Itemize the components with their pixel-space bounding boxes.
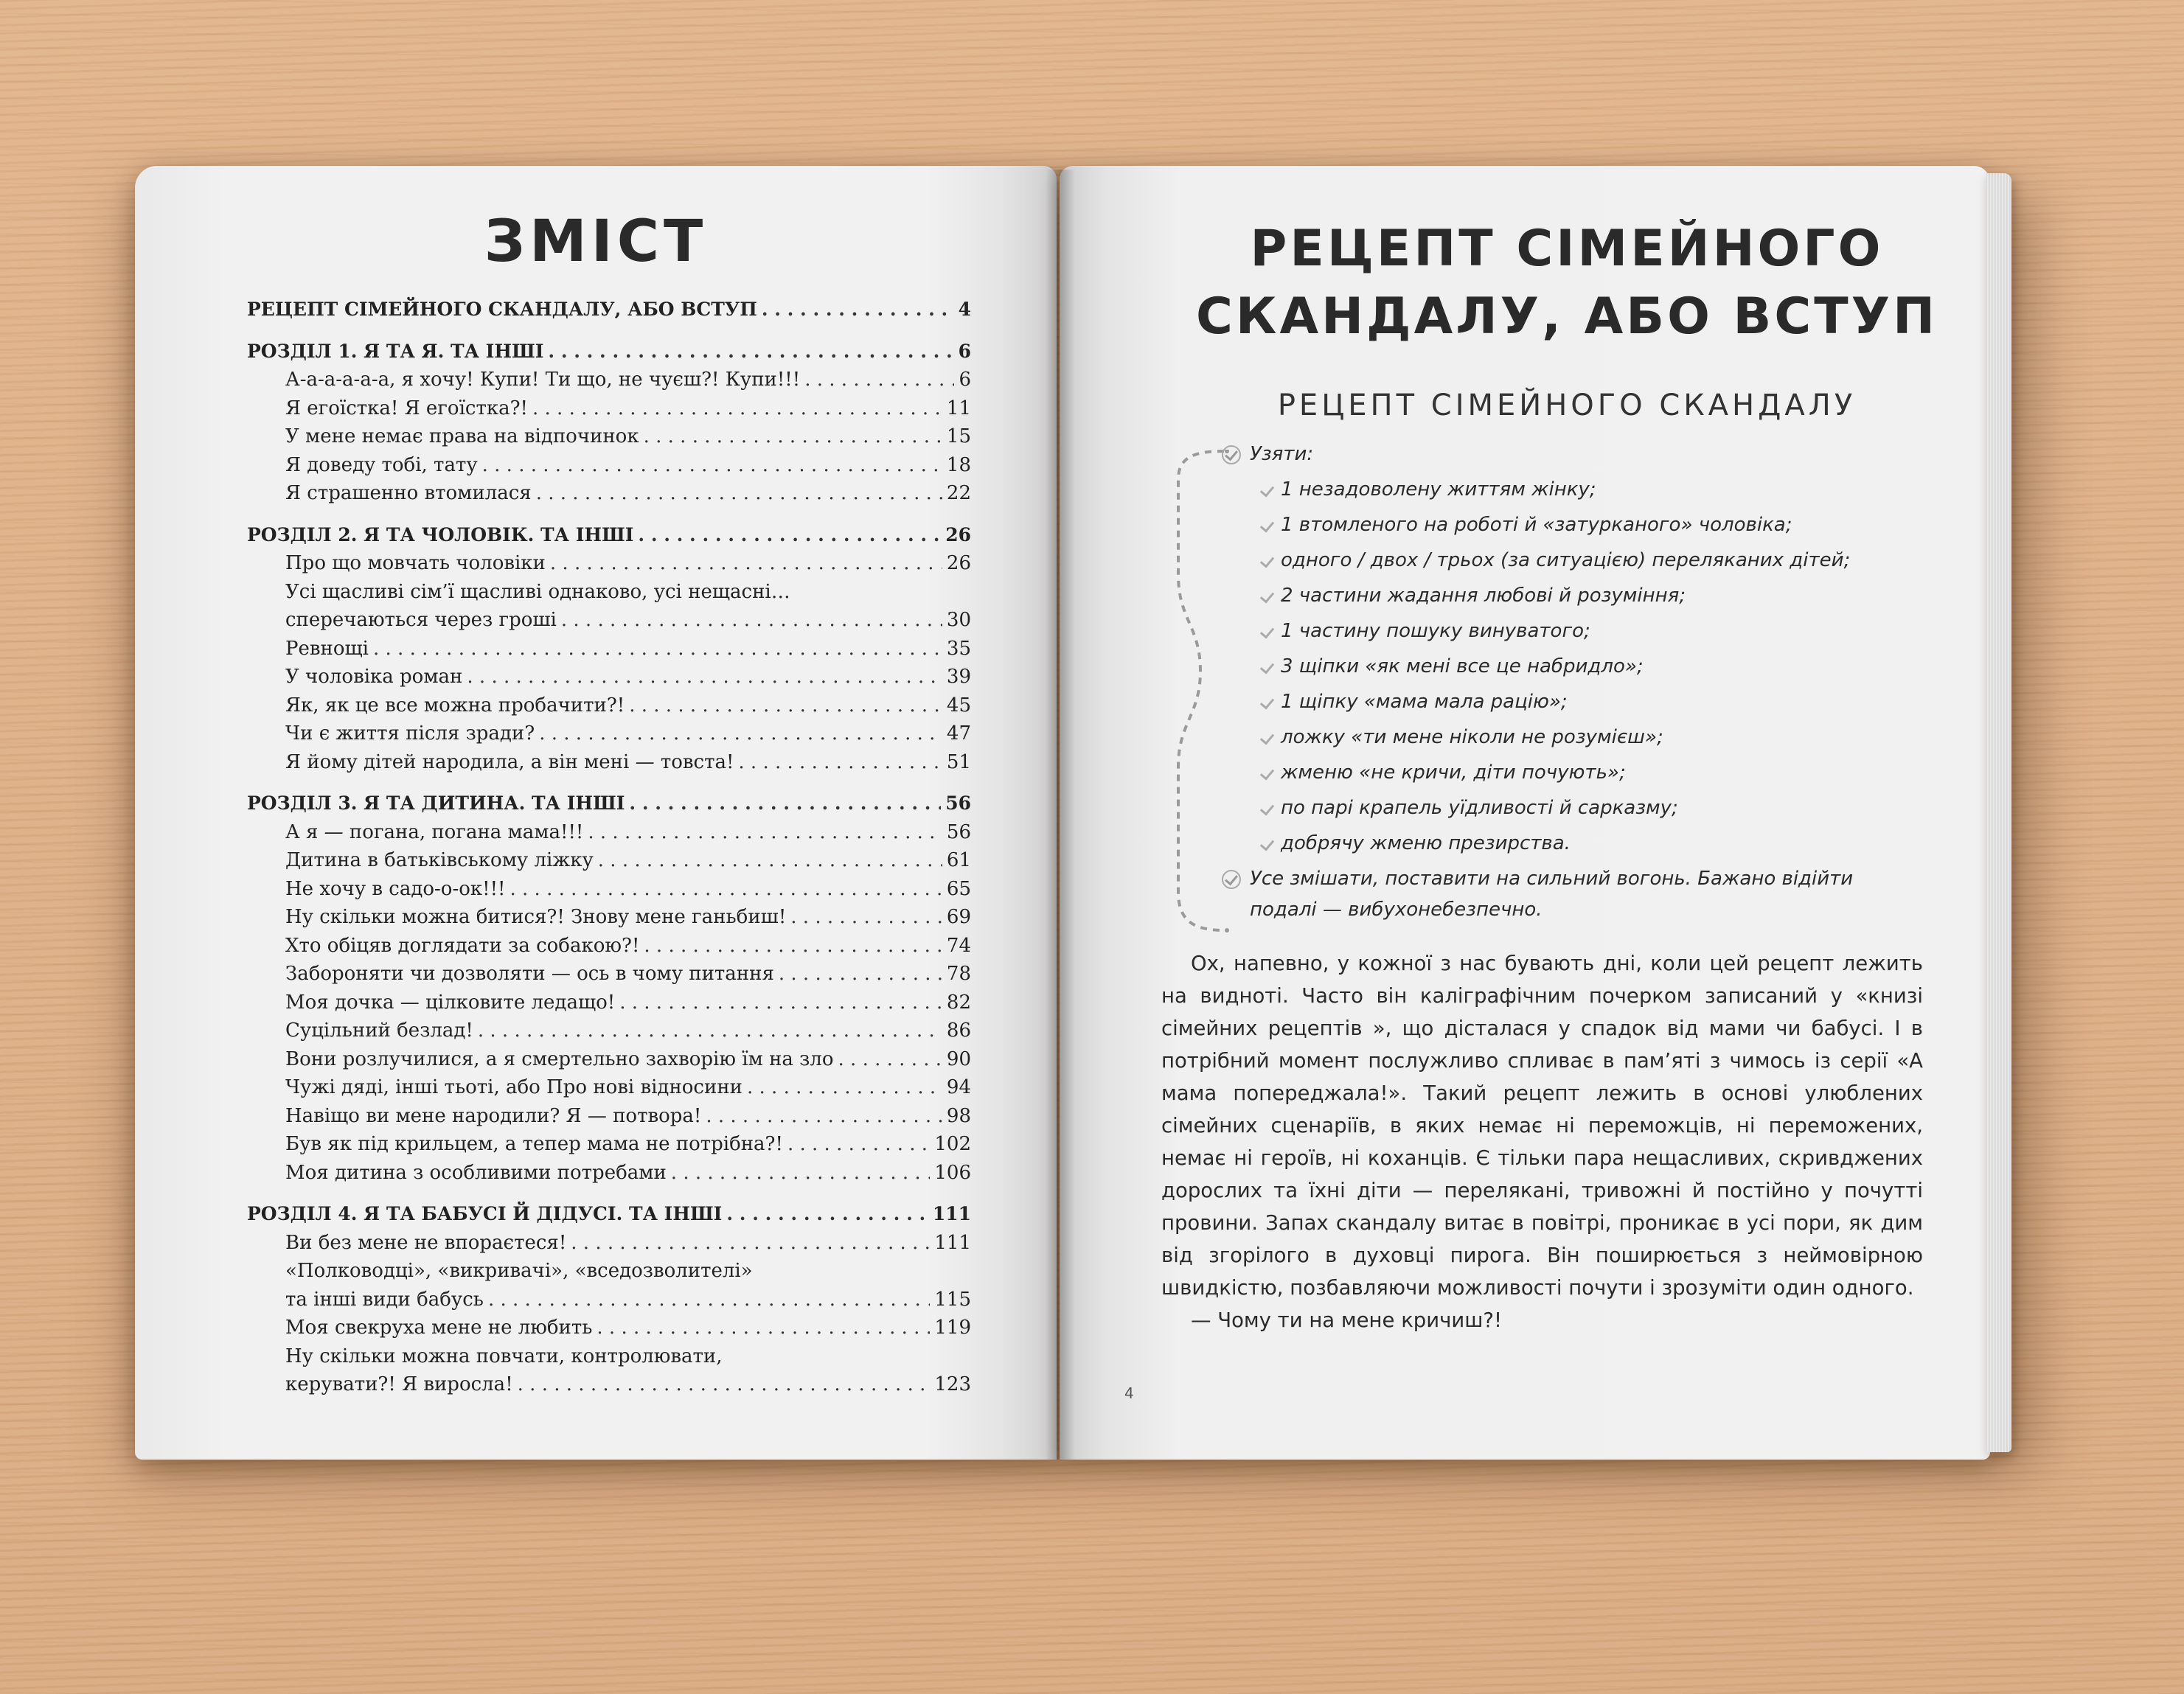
toc-leader-dots — [644, 425, 942, 447]
toc-leader-dots — [638, 524, 941, 546]
toc-item — [247, 369, 971, 397]
toc-item — [247, 666, 971, 694]
toc-item-page: 30 — [946, 609, 971, 631]
checkmark-icon — [1260, 836, 1274, 851]
toc-item-page: 35 — [946, 637, 971, 660]
toc-item-page: 51 — [946, 750, 971, 773]
toc-item-title: А-а-а-а-а-а, я хочу! Купи! Ти що, не чуєш?! Купи!!! — [285, 369, 801, 391]
page-number: 4 — [1124, 1384, 1134, 1402]
recipe-take — [1176, 439, 1950, 475]
toc-item-title: Був як під крильцем, а тепер мама не потрібна?! — [285, 1133, 783, 1155]
toc-item-page: 56 — [946, 820, 971, 843]
toc-item — [247, 1232, 971, 1261]
toc-item-title: Я егоїстка! Я егоїстка?! — [285, 397, 528, 419]
toc-item-page: 26 — [945, 523, 971, 546]
toc-leader-dots — [539, 722, 942, 745]
toc-item-page: 22 — [946, 482, 971, 504]
toc-item-page: 119 — [934, 1317, 971, 1339]
toc-item-page: 6 — [959, 369, 971, 391]
toc-item-title: РОЗДІЛ 3. Я ТА ДИТИНА. ТА ІНШІ — [247, 792, 625, 814]
toc-leader-dots — [619, 991, 942, 1014]
toc-item — [247, 581, 971, 610]
toc-leader-dots — [510, 878, 942, 900]
toc-item — [247, 1048, 971, 1077]
toc-item-title: «Полководці», «викривачі», «вседозволителі» — [285, 1260, 753, 1282]
toc-leader-dots — [706, 1105, 942, 1127]
toc-item — [247, 1373, 971, 1402]
toc-item-title: Чи є життя після зради? — [285, 722, 535, 745]
toc-item — [247, 963, 971, 991]
toc-item — [247, 1317, 971, 1345]
toc-leader-dots — [561, 609, 942, 631]
recipe-mix — [1176, 864, 1950, 895]
ingredient-item — [1176, 793, 1950, 829]
toc-item-page: 61 — [946, 849, 971, 871]
toc-leader-dots — [629, 694, 942, 717]
toc-leader-dots — [644, 935, 942, 957]
checkmark-icon — [1260, 659, 1274, 674]
toc-leader-dots — [790, 906, 942, 928]
toc-item — [247, 878, 971, 907]
checkmark-icon — [1260, 588, 1274, 603]
toc-item — [247, 552, 971, 581]
checkmark-icon — [1260, 730, 1274, 745]
toc-item-title: Вони розлучилися, а я смертельно захворію їм на зло — [285, 1048, 834, 1070]
ingredient-item — [1176, 616, 1950, 652]
ingredient-text: 3 щіпки «як мені все це набридло»; — [1281, 655, 1644, 677]
toc-item — [247, 1019, 971, 1048]
toc-item-page: 78 — [946, 963, 971, 985]
toc-item-title: Не хочу в садо-о-ок!!! — [285, 877, 506, 900]
toc-leader-dots — [597, 1317, 930, 1339]
toc-leader-dots — [536, 482, 942, 504]
toc-item-page: 82 — [946, 991, 971, 1014]
body-text — [1161, 947, 1923, 1336]
toc-item-page: 4 — [958, 299, 971, 320]
checkmark-icon — [1260, 482, 1274, 497]
toc-leader-dots — [478, 1019, 942, 1042]
toc-item-title: РОЗДІЛ 4. Я ТА БАБУСІ Й ДІДУСІ. ТА ІНШІ — [247, 1203, 723, 1224]
ingredient-item — [1176, 829, 1950, 864]
toc-leader-dots — [726, 1203, 928, 1224]
ingredient-text: по парі крапель уїдливості й сарказму; — [1281, 797, 1678, 819]
ingredient-item — [1176, 510, 1950, 546]
toc-item — [247, 751, 971, 780]
toc-item-page: 94 — [946, 1076, 971, 1098]
ingredient-item — [1176, 722, 1950, 758]
toc-item-page: 56 — [945, 792, 971, 814]
toc-chapter — [247, 524, 971, 553]
ingredient-text: 1 незадоволену життям жінку; — [1281, 478, 1596, 501]
toc-item — [247, 425, 971, 454]
toc-item-title: РЕЦЕПТ СІМЕЙНОГО СКАНДАЛУ, АБО ВСТУП — [247, 299, 757, 320]
toc-item-title: У мене немає права на відпочинок — [285, 425, 639, 447]
toc-leader-dots — [488, 1289, 930, 1311]
toc-item-page: 115 — [934, 1288, 971, 1311]
recipe-subtitle: РЕЦЕПТ СІМЕЙНОГО СКАНДАЛУ — [1277, 388, 1857, 422]
toc-leader-dots — [588, 821, 942, 843]
toc-item — [247, 935, 971, 963]
recipe-mix-line-2: подалі — вибухонебезпечно. — [1250, 899, 1543, 921]
toc-leader-dots — [762, 299, 954, 320]
toc-item-page: 106 — [934, 1161, 971, 1184]
dialog-line: — Чому ти на мене кричиш?! — [1191, 1308, 1503, 1332]
toc-item — [247, 1260, 971, 1289]
toc-leader-dots — [804, 369, 954, 391]
recipe-take-label: Узяти: — [1250, 443, 1314, 465]
toc-item-title: Я страшенно втомилася — [285, 482, 532, 504]
toc-leader-dots — [550, 552, 942, 574]
toc-chapter — [247, 299, 971, 327]
toc-item-page: 111 — [934, 1231, 971, 1254]
ingredient-text: 1 частину пошуку винуватого; — [1281, 620, 1590, 642]
toc-item — [247, 906, 971, 935]
toc-item-title: Я йому дітей народила, а він мені — товста! — [285, 750, 734, 773]
toc-item-page: 47 — [946, 722, 971, 745]
toc-item — [247, 1289, 971, 1317]
toc-item-title: Ревнощі — [285, 637, 369, 660]
toc-item-page: 26 — [946, 552, 971, 574]
ingredient-item — [1176, 475, 1950, 510]
toc-item-title: Як, як це все можна пробачити?! — [285, 694, 625, 717]
chapter-title-line-2: СКАНДАЛУ, АБО ВСТУП — [1195, 287, 1938, 346]
toc-item — [247, 1133, 971, 1162]
toc-item — [247, 722, 971, 751]
ingredient-item — [1176, 758, 1950, 793]
toc-leader-dots — [532, 397, 942, 419]
toc-leader-dots — [571, 1232, 930, 1254]
toc-item-title: Ви без мене не впораєтеся! — [285, 1231, 567, 1254]
chapter-title — [1150, 215, 1983, 351]
toc-chapter — [247, 341, 971, 369]
toc-item-page: 86 — [946, 1019, 971, 1042]
ingredient-text: 1 щіпку «мама мала рацію»; — [1281, 691, 1568, 713]
toc-item-title: Дитина в батьківському ліжку — [285, 849, 594, 871]
book-gutter — [1046, 170, 1075, 1460]
toc-item — [247, 1076, 971, 1105]
toc-item — [247, 1162, 971, 1191]
intro-paragraph: Ох, напевно, у кожної з нас бувають дні, коли цей рецепт лежить на видноті. Часто він каліграфічним почерком записаний у «книзі сімейних рецептів », що дісталася у спадок від мами чи бабусі. І в потрібний момент послужливо спливає в пам’яті з чимось із серії «А мама попереджала!». Такий рецепт лежить в основі улюблених сімейних сценаріїв, в яких немає ні переможців, ні переможених, немає ні героїв, ні коханців. Є тільки пара нещасливих, скривджених дорослих та їхні діти — перелякані, тривожні й постійно у почутті провини. Запах скандалу витає в повітрі, проникає в усі пори, як дим від згорілого в духовці пирога. Він поширюється з неймовірною швидкістю, позбавляючи можливості почути і зрозуміти один одного. — [1161, 952, 1923, 1300]
toc-leader-dots — [598, 849, 942, 871]
toc-item-title: Моя дочка — цілковите ледащо! — [285, 991, 616, 1014]
toc-item-page: 18 — [946, 453, 971, 476]
toc-item-title: Навіщо ви мене народили? Я — потвора! — [285, 1104, 702, 1127]
toc-leader-dots — [738, 751, 942, 773]
ingredient-text: 1 втомленого на роботі й «затурканого» чоловіка; — [1281, 514, 1792, 536]
toc-item-page: 39 — [946, 666, 971, 688]
toc-leader-dots — [482, 454, 942, 476]
toc-item-title: Хто обіцяв доглядати за собакою?! — [285, 934, 640, 957]
toc-item-title: керувати?! Я виросла! — [285, 1373, 513, 1395]
toc-item-title: Чужі дяді, інші тьоті, або Про нові відносини — [285, 1076, 743, 1098]
ingredient-item — [1176, 687, 1950, 722]
toc-item — [247, 638, 971, 666]
toc-item-page: 111 — [932, 1203, 971, 1224]
toc-item — [247, 609, 971, 638]
toc-item-title: Ну скільки можна повчати, контролювати, — [285, 1345, 723, 1367]
toc-item-page: 123 — [934, 1373, 971, 1395]
ingredient-text: добрячу жменю презирства. — [1281, 832, 1571, 854]
toc-item — [247, 482, 971, 511]
toc-leader-dots — [838, 1048, 942, 1070]
checkmark-icon — [1260, 624, 1274, 638]
toc-item — [247, 1345, 971, 1374]
ingredient-text: жменю «не кричи, діти почують»; — [1281, 761, 1626, 784]
toc-item-title: Ну скільки можна битися?! Знову мене ганьбиш! — [285, 906, 787, 928]
toc-item-title: Усі щасливі сім’ї щасливі однаково, усі нещасні… — [285, 580, 790, 603]
table-of-contents — [247, 299, 971, 1402]
toc-leader-dots — [779, 963, 942, 985]
toc-item-title: та інші види бабусь — [285, 1288, 484, 1311]
checkmark-icon — [1260, 765, 1274, 780]
toc-item-page: 102 — [934, 1133, 971, 1155]
toc-item-title: РОЗДІЛ 2. Я ТА ЧОЛОВІК. ТА ІНШІ — [247, 523, 634, 546]
toc-leader-dots — [373, 638, 942, 660]
toc-item-page: 6 — [958, 340, 971, 362]
ingredient-text: одного / двох / трьох (за ситуацією) переляканих дітей; — [1281, 549, 1851, 571]
checkmark-icon — [1260, 694, 1274, 709]
toc-item-title: сперечаються через гроші — [285, 609, 557, 631]
toc-leader-dots — [787, 1133, 930, 1155]
toc-item-title: РОЗДІЛ 1. Я ТА Я. ТА ІНШІ — [247, 340, 544, 362]
recipe-list — [1176, 439, 1950, 930]
toc-item-title: Забороняти чи дозволяти — ось в чому питання — [285, 963, 774, 985]
checkmark-icon — [1260, 553, 1274, 568]
toc-item-title: А я — погана, погана мама!!! — [285, 820, 584, 843]
ingredient-text: ложку «ти мене ніколи не розумієш»; — [1281, 726, 1663, 748]
toc-item-page: 74 — [946, 934, 971, 957]
checkmark-icon — [1260, 517, 1274, 532]
toc-chapter — [247, 792, 971, 821]
toc-leader-dots — [747, 1076, 942, 1098]
toc-item-page: 45 — [946, 694, 971, 717]
checkmark-icon — [1260, 801, 1274, 815]
ingredient-item — [1176, 581, 1950, 616]
toc-item-page: 98 — [946, 1104, 971, 1127]
toc-leader-dots — [467, 666, 942, 688]
toc-item — [247, 821, 971, 850]
toc-item-page: 69 — [946, 906, 971, 928]
toc-item-page: 15 — [946, 425, 971, 447]
toc-item — [247, 397, 971, 426]
check-circle-icon — [1222, 870, 1241, 889]
toc-item-title: У чоловіка роман — [285, 666, 463, 688]
toc-item — [247, 694, 971, 723]
page-edges — [1986, 173, 2011, 1452]
toc-title: ЗМІСТ — [484, 209, 708, 275]
toc-item — [247, 454, 971, 483]
toc-chapter — [247, 1203, 971, 1232]
toc-item-title: Я доведу тобі, тату — [285, 453, 478, 476]
check-circle-icon — [1222, 445, 1241, 464]
toc-item-title: Про що мовчать чоловіки — [285, 552, 546, 574]
ingredient-item — [1176, 546, 1950, 581]
ingredient-text: 2 частини жадання любові й розуміння; — [1281, 585, 1686, 607]
ingredient-item — [1176, 652, 1950, 687]
recipe-mix-cont — [1176, 895, 1950, 930]
toc-leader-dots — [518, 1373, 931, 1395]
toc-leader-dots — [548, 341, 953, 362]
toc-leader-dots — [629, 792, 941, 814]
toc-item-page: 90 — [946, 1048, 971, 1070]
toc-leader-dots — [671, 1162, 931, 1184]
toc-item-page: 65 — [946, 877, 971, 900]
toc-item-title: Моя дитина з особливими потребами — [285, 1161, 667, 1184]
toc-item — [247, 849, 971, 878]
toc-item — [247, 991, 971, 1020]
toc-item — [247, 1105, 971, 1134]
recipe-mix-line-1: Усе змішати, поставити на сильний вогонь. Бажано відійти — [1250, 868, 1854, 890]
toc-item-page: 11 — [946, 397, 971, 419]
chapter-title-line-1: РЕЦЕПТ СІМЕЙНОГО — [1250, 220, 1884, 278]
toc-item-title: Суцільний безлад! — [285, 1019, 473, 1042]
toc-item-title: Моя свекруха мене не любить — [285, 1317, 593, 1339]
